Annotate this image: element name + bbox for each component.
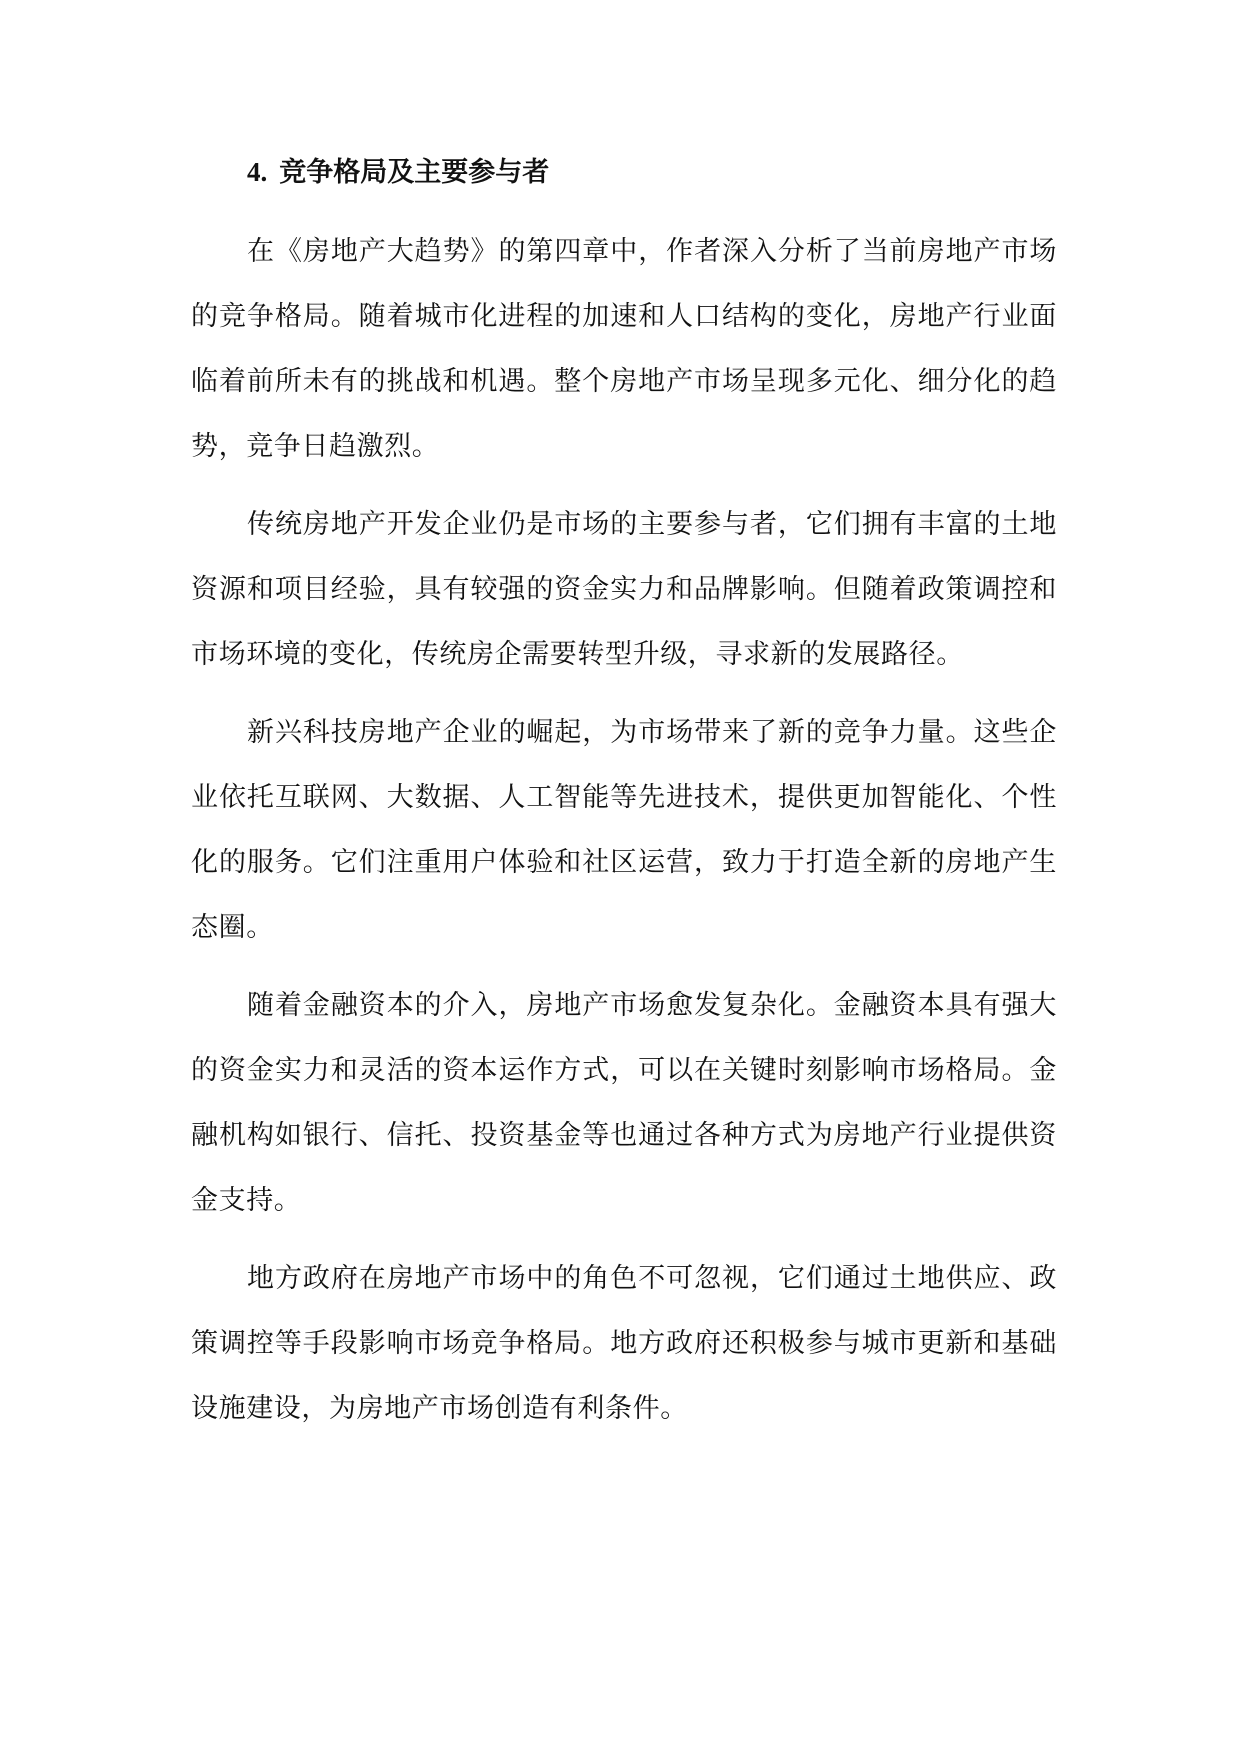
paragraph-local-government: 地方政府在房地产市场中的角色不可忽视，它们通过土地供应、政策调控等手段影响市场竞争格局。地方政府还积极参与城市更新和基础设施建设，为房地产市场创造有利条件。 bbox=[191, 1263, 1057, 1424]
paragraph-traditional-developers: 传统房地产开发企业仍是市场的主要参与者，它们拥有丰富的土地资源和项目经验，具有较强的资金实力和品牌影响。但随着政策调控和市场环境的变化，传统房企需要转型升级，寻求新的发展路径。 bbox=[191, 509, 1057, 670]
paragraph-overview: 在《房地产大趋势》的第四章中，作者深入分析了当前房地产市场的竞争格局。随着城市化进程的加速和人口结构的变化，房地产行业面临着前所未有的挑战和机遇。整个房地产市场呈现多元化、细分化的趋势，竞争日趋激烈。 bbox=[191, 236, 1057, 462]
section-number: 4. bbox=[247, 157, 268, 187]
document-body bbox=[191, 140, 1057, 1441]
section-title: 竞争格局及主要参与者 bbox=[279, 157, 550, 188]
paragraph-tech-enterprises: 新兴科技房地产企业的崛起，为市场带来了新的竞争力量。这些企业依托互联网、大数据、人工智能等先进技术，提供更加智能化、个性化的服务。它们注重用户体验和社区运营，致力于打造全新的房地产生态圈。 bbox=[191, 717, 1057, 943]
paragraph-financial-capital: 随着金融资本的介入，房地产市场愈发复杂化。金融资本具有强大的资金实力和灵活的资本运作方式，可以在关键时刻影响市场格局。金融机构如银行、信托、投资基金等也通过各种方式为房地产行业提供资金支持。 bbox=[191, 990, 1057, 1216]
section-heading bbox=[191, 140, 1057, 205]
